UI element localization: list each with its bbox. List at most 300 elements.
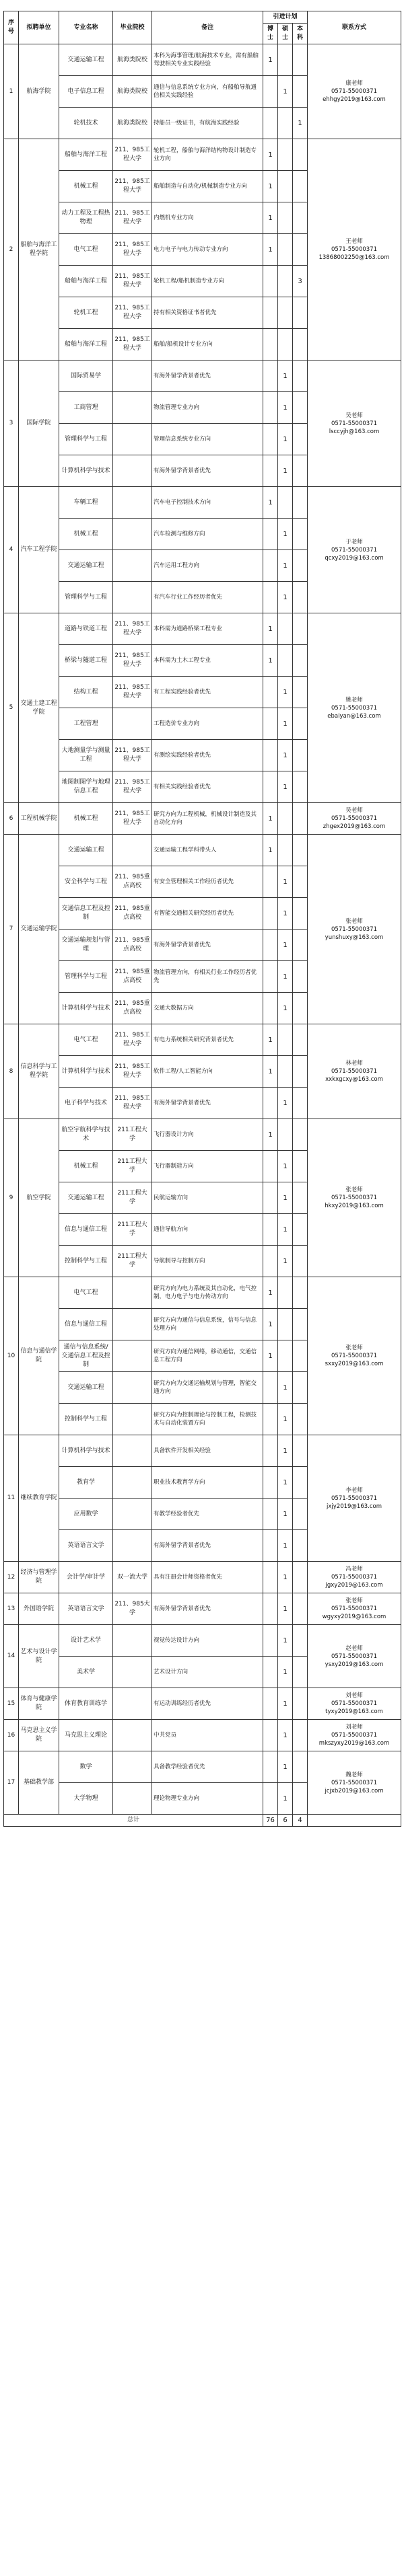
remark-text: 有测绘实践经验者优先 [152, 740, 263, 771]
total-doctor: 76 [263, 1815, 278, 1827]
master-count: 1 [278, 361, 293, 392]
remark-text: 研究方向为通信网络，移动通信，交通信息工程方向 [152, 1340, 263, 1372]
doctor-count [263, 1720, 278, 1751]
major-name: 体育教育训练学 [59, 1688, 113, 1720]
remark-text: 具有注册会计师资格者优先 [152, 1562, 263, 1593]
master-count: 1 [278, 930, 293, 961]
major-name: 交通运输工程 [59, 550, 113, 582]
bachelor-count [293, 1182, 308, 1214]
remark-text: 有工程实践经验者优先 [152, 677, 263, 708]
doctor-count [263, 1530, 278, 1562]
school-type: 211、985重点高校 [113, 961, 152, 993]
bachelor-count [293, 961, 308, 993]
school-type [113, 1340, 152, 1372]
row-number: 16 [4, 1720, 19, 1751]
school-type: 211、985重点高校 [113, 930, 152, 961]
bachelor-count [293, 1372, 308, 1404]
remark-text: 导航制导与控制方向 [152, 1246, 263, 1277]
master-count: 1 [278, 771, 293, 803]
bachelor-count [293, 1056, 308, 1088]
contact-info: 张老师 0571-55000371 yunshuxy@163.com [308, 835, 401, 1024]
bachelor-count [293, 993, 308, 1024]
school-type: 211、985重点高校 [113, 898, 152, 930]
doctor-count [263, 1499, 278, 1530]
major-name: 会计学/审计学 [59, 1562, 113, 1593]
master-count: 1 [278, 961, 293, 993]
total-row [4, 1815, 401, 1827]
contact-info: 冯老师 0571-55000371 jgxy2019@163.com [308, 1562, 401, 1593]
school-type [113, 519, 152, 550]
doctor-count: 1 [263, 1119, 278, 1151]
remark-text: 持船员一级证书，有航海实践经验 [152, 108, 263, 139]
doctor-count [263, 898, 278, 930]
bachelor-count [293, 1214, 308, 1246]
row-number: 17 [4, 1751, 19, 1815]
major-name: 机械工程 [59, 519, 113, 550]
master-count [278, 202, 293, 234]
school-type [113, 1277, 152, 1309]
major-name: 英语语言文学 [59, 1530, 113, 1562]
major-name: 电气工程 [59, 1024, 113, 1056]
remark-text: 有海外留学背景者优先 [152, 1530, 263, 1562]
bachelor-count [293, 708, 308, 740]
table-row [4, 1277, 401, 1309]
remark-text: 本科需为道路桥梁工程专业 [152, 613, 263, 645]
remark-text: 理论物理专业方向 [152, 1783, 263, 1815]
bachelor-count [293, 1688, 308, 1720]
major-name: 数学 [59, 1751, 113, 1783]
college-name: 航空学院 [19, 1119, 59, 1277]
college-name: 信息科学与工程学院 [19, 1024, 59, 1119]
master-count: 1 [278, 76, 293, 108]
total-label: 总计 [4, 1815, 263, 1827]
school-type: 211、985工程大学 [113, 740, 152, 771]
bachelor-count [293, 487, 308, 519]
master-count [278, 234, 293, 266]
remark-text: 汽车运用工程方向 [152, 550, 263, 582]
bachelor-count [293, 1277, 308, 1309]
bachelor-count [293, 1562, 308, 1593]
bachelor-count: 1 [293, 108, 308, 139]
doctor-count: 1 [263, 202, 278, 234]
major-name: 马克思主义理论 [59, 1720, 113, 1751]
contact-info: 吴老师 0571-55000371 zhgex2019@163.com [308, 803, 401, 835]
table-row [4, 1751, 401, 1783]
school-type [113, 424, 152, 455]
doctor-count [263, 1467, 278, 1499]
major-name: 管理科学与工程 [59, 582, 113, 613]
doctor-count [263, 1214, 278, 1246]
remark-text: 视觉传达设计方向 [152, 1625, 263, 1657]
remark-text: 职业技术教育学方向 [152, 1467, 263, 1499]
major-name: 机械工程 [59, 171, 113, 202]
doctor-count [263, 771, 278, 803]
school-type [113, 1751, 152, 1783]
contact-info: 张老师 0571-55000371 sxxy2019@163.com [308, 1277, 401, 1435]
doctor-count [263, 1182, 278, 1214]
master-count [278, 1340, 293, 1372]
bachelor-count [293, 866, 308, 898]
table-header [4, 11, 401, 44]
school-type: 211工程大学 [113, 1214, 152, 1246]
doctor-count: 1 [263, 835, 278, 866]
master-count: 1 [278, 1688, 293, 1720]
remark-text: 具备软件开发相关经验 [152, 1435, 263, 1467]
doctor-count: 1 [263, 1309, 278, 1340]
bachelor-count [293, 1783, 308, 1815]
doctor-count [263, 1657, 278, 1688]
major-name: 控制科学与工程 [59, 1404, 113, 1435]
master-count [278, 645, 293, 677]
major-name: 电子信息工程 [59, 76, 113, 108]
major-name: 计算机科学与技术 [59, 1056, 113, 1088]
row-number: 9 [4, 1119, 19, 1277]
remark-text: 有安全管理相关工作经历者优先 [152, 866, 263, 898]
school-type [113, 708, 152, 740]
bachelor-count [293, 835, 308, 866]
major-name: 通信与信息系统/交通信息工程及控制 [59, 1340, 113, 1372]
row-number: 4 [4, 487, 19, 613]
table-row [4, 1435, 401, 1467]
bachelor-count [293, 550, 308, 582]
master-count: 1 [278, 424, 293, 455]
school-type [113, 455, 152, 487]
doctor-count [263, 1088, 278, 1119]
bachelor-count [293, 1720, 308, 1751]
doctor-count [263, 550, 278, 582]
master-count: 1 [278, 1593, 293, 1625]
doctor-count: 1 [263, 803, 278, 835]
remark-text: 具备教学经验者优先 [152, 1751, 263, 1783]
remark-text: 交通大数据方向 [152, 993, 263, 1024]
row-number: 12 [4, 1562, 19, 1593]
remark-text: 有相关实践经验者优先 [152, 771, 263, 803]
row-number: 10 [4, 1277, 19, 1435]
college-name: 体育与健康学院 [19, 1688, 59, 1720]
major-name: 控制科学与工程 [59, 1246, 113, 1277]
remark-text: 软件工程/人工智能方向 [152, 1056, 263, 1088]
major-name: 电子科学与技术 [59, 1088, 113, 1119]
master-count [278, 329, 293, 361]
remark-text: 船舶/船机设计专业方向 [152, 329, 263, 361]
master-count: 1 [278, 1404, 293, 1435]
remark-text: 飞行器设计方向 [152, 1119, 263, 1151]
header-contact: 联系方式 [308, 11, 401, 44]
major-name: 工程管理 [59, 708, 113, 740]
table-row [4, 487, 401, 519]
doctor-count [263, 677, 278, 708]
header-major: 专业名称 [59, 11, 113, 44]
contact-info: 张老师 0571-55000371 wgyxy2019@163.com [308, 1593, 401, 1625]
total-bachelor: 4 [293, 1815, 308, 1827]
row-number: 3 [4, 361, 19, 487]
doctor-count: 1 [263, 613, 278, 645]
doctor-count [263, 519, 278, 550]
major-name: 计算机科学与技术 [59, 1435, 113, 1467]
major-name: 工商管理 [59, 392, 113, 424]
remark-text: 汽车电子控制技术方向 [152, 487, 263, 519]
table-body [4, 44, 401, 1815]
master-count: 1 [278, 1435, 293, 1467]
bachelor-count [293, 930, 308, 961]
school-type: 211、985工程大学 [113, 1088, 152, 1119]
master-count [278, 1024, 293, 1056]
doctor-count [263, 1783, 278, 1815]
remark-text: 研究方向为电力系统及其自动化，电气控制，电力电子与电力传动方向 [152, 1277, 263, 1309]
school-type [113, 1404, 152, 1435]
remark-text: 有海外留学背景者优先 [152, 361, 263, 392]
college-name: 基础教学部 [19, 1751, 59, 1815]
bachelor-count [293, 202, 308, 234]
table-row [4, 613, 401, 645]
table-row [4, 1688, 401, 1720]
master-count: 1 [278, 1372, 293, 1404]
major-name: 结构工程 [59, 677, 113, 708]
school-type: 211、985工程大学 [113, 1024, 152, 1056]
bachelor-count [293, 76, 308, 108]
remark-text: 有智能交通相关研究经历者优先 [152, 898, 263, 930]
remark-text: 中共党员 [152, 1720, 263, 1751]
college-name: 国际学院 [19, 361, 59, 487]
master-count: 1 [278, 1751, 293, 1783]
remark-text: 管理信息系统专业方向 [152, 424, 263, 455]
table-row [4, 1625, 401, 1657]
header-plan: 引进计划 [263, 11, 308, 24]
remark-text: 有教学经验者优先 [152, 1499, 263, 1530]
doctor-count [263, 266, 278, 297]
remark-text: 持有相关资格证书者优先 [152, 297, 263, 329]
school-type [113, 1435, 152, 1467]
total-master: 6 [278, 1815, 293, 1827]
college-name: 航海学院 [19, 44, 59, 139]
bachelor-count [293, 898, 308, 930]
remark-text: 轮机工程，船舶与海洋结构物设计制造专业方向 [152, 139, 263, 171]
master-count [278, 266, 293, 297]
bachelor-count [293, 771, 308, 803]
remark-text: 交通运输工程学科带头人 [152, 835, 263, 866]
row-number: 1 [4, 44, 19, 139]
doctor-count: 1 [263, 1340, 278, 1372]
remark-text: 物流管理方向，有相关行业工作经历者优先 [152, 961, 263, 993]
bachelor-count [293, 455, 308, 487]
major-name: 车辆工程 [59, 487, 113, 519]
school-type: 211工程大学 [113, 1246, 152, 1277]
school-type: 211、985工程大学 [113, 139, 152, 171]
bachelor-count [293, 139, 308, 171]
bachelor-count [293, 1246, 308, 1277]
school-type: 双一流大学 [113, 1562, 152, 1593]
remark-text: 汽车检测与维修方向 [152, 519, 263, 550]
school-type: 211、985工程大学 [113, 645, 152, 677]
doctor-count [263, 455, 278, 487]
remark-text: 船舶制造与自动化/机械制造专业方向 [152, 171, 263, 202]
master-count [278, 487, 293, 519]
doctor-count: 1 [263, 645, 278, 677]
contact-info: 姚老师 0571-55000371 ebaiyan@163.com [308, 613, 401, 803]
bachelor-count [293, 1435, 308, 1467]
bachelor-count [293, 1625, 308, 1657]
doctor-count [263, 1246, 278, 1277]
remark-text: 民航运输方向 [152, 1182, 263, 1214]
remark-text: 有海外留学背景者优先 [152, 455, 263, 487]
school-type [113, 1688, 152, 1720]
school-type: 211、985工程大学 [113, 234, 152, 266]
table-row [4, 44, 401, 76]
row-number: 13 [4, 1593, 19, 1625]
school-type: 211工程大学 [113, 1119, 152, 1151]
master-count: 1 [278, 708, 293, 740]
college-name: 信息与通信学院 [19, 1277, 59, 1435]
doctor-count [263, 1404, 278, 1435]
doctor-count [263, 1751, 278, 1783]
table-row [4, 1593, 401, 1625]
doctor-count: 1 [263, 1024, 278, 1056]
header-bachelor: 本科 [293, 24, 308, 44]
doctor-count [263, 76, 278, 108]
contact-info: 刘老师 0571-55000371 tyxy2019@163.com [308, 1688, 401, 1720]
bachelor-count [293, 297, 308, 329]
master-count: 1 [278, 1214, 293, 1246]
master-count: 1 [278, 1562, 293, 1593]
remark-text: 有电力系统相关研究背景者优先 [152, 1024, 263, 1056]
major-name: 设计艺术学 [59, 1625, 113, 1657]
remark-text: 内燃机专业方向 [152, 202, 263, 234]
bachelor-count [293, 645, 308, 677]
master-count: 1 [278, 898, 293, 930]
contact-info: 康老师 0571-55000371 ehhgy2019@163.com [308, 44, 401, 139]
major-name: 地图制图学与地理信息工程 [59, 771, 113, 803]
table-row [4, 1562, 401, 1593]
school-type [113, 1625, 152, 1657]
master-count: 1 [278, 550, 293, 582]
master-count [278, 1119, 293, 1151]
remark-text: 通信与信息系统专业方向，有船舶导航通信相关实践经验 [152, 76, 263, 108]
bachelor-count [293, 1593, 308, 1625]
major-name: 信息与通信工程 [59, 1309, 113, 1340]
major-name: 大地测量学与测量工程 [59, 740, 113, 771]
remark-text: 有汽车行业工作经历者优先 [152, 582, 263, 613]
bachelor-count [293, 1119, 308, 1151]
bachelor-count [293, 234, 308, 266]
remark-text: 研究方向为控制理论与控制工程，检测技术与自动化装置方向 [152, 1404, 263, 1435]
major-name: 交通运输规划与管理 [59, 930, 113, 961]
master-count: 1 [278, 519, 293, 550]
major-name: 电气工程 [59, 1277, 113, 1309]
bachelor-count [293, 44, 308, 76]
remark-text: 本科需为土木工程专业 [152, 645, 263, 677]
bachelor-count: 3 [293, 266, 308, 297]
doctor-count [263, 329, 278, 361]
table-row [4, 835, 401, 866]
header-doctor: 博士 [263, 24, 278, 44]
school-type [113, 582, 152, 613]
school-type [113, 1720, 152, 1751]
bachelor-count [293, 361, 308, 392]
master-count: 1 [278, 1625, 293, 1657]
master-count [278, 613, 293, 645]
remark-text: 有海外留学背景者优先 [152, 1088, 263, 1119]
school-type [113, 1467, 152, 1499]
row-number: 6 [4, 803, 19, 835]
master-count [278, 1056, 293, 1088]
contact-info: 于老师 0571-55000371 qcxy2019@163.com [308, 487, 401, 613]
master-count [278, 297, 293, 329]
doctor-count: 1 [263, 139, 278, 171]
doctor-count [263, 1562, 278, 1593]
major-name: 交通运输工程 [59, 44, 113, 76]
contact-info: 张老师 0571-55000371 hkxy2019@163.com [308, 1119, 401, 1277]
bachelor-count [293, 1530, 308, 1562]
master-count [278, 108, 293, 139]
master-count: 1 [278, 455, 293, 487]
contact-info: 吴老师 0571-55000371 lsccyjh@163.com [308, 361, 401, 487]
major-name: 大学物理 [59, 1783, 113, 1815]
major-name: 安全科学与工程 [59, 866, 113, 898]
major-name: 动力工程及工程热物理 [59, 202, 113, 234]
school-type [113, 361, 152, 392]
remark-text: 研究方向为交通运输规划与管理，智能交通方向 [152, 1372, 263, 1404]
major-name: 交通信息工程及控制 [59, 898, 113, 930]
school-type: 211、985工程大学 [113, 803, 152, 835]
major-name: 道路与铁道工程 [59, 613, 113, 645]
contact-info: 刘老师 0571-55000371 mkszyxy2019@163.com [308, 1720, 401, 1751]
table-row [4, 1720, 401, 1751]
school-type: 211、985重点高校 [113, 866, 152, 898]
master-count [278, 44, 293, 76]
major-name: 船舶与海洋工程 [59, 266, 113, 297]
remark-text: 轮机工程/船机制造专业方向 [152, 266, 263, 297]
table-row [4, 803, 401, 835]
doctor-count [263, 866, 278, 898]
bachelor-count [293, 1151, 308, 1182]
doctor-count [263, 424, 278, 455]
table-row [4, 1119, 401, 1151]
bachelor-count [293, 1467, 308, 1499]
major-name: 交通运输工程 [59, 1372, 113, 1404]
school-type: 211、985工程大学 [113, 771, 152, 803]
master-count [278, 1277, 293, 1309]
remark-text: 通信导航方向 [152, 1214, 263, 1246]
school-type: 211、985工程大学 [113, 1056, 152, 1088]
doctor-count [263, 1151, 278, 1182]
major-name: 美术学 [59, 1657, 113, 1688]
remark-text: 研究方向为通信与信息系统，信号与信息处理方向 [152, 1309, 263, 1340]
college-name: 外国语学院 [19, 1593, 59, 1625]
master-count: 1 [278, 1499, 293, 1530]
doctor-count: 1 [263, 234, 278, 266]
major-name: 机械工程 [59, 1151, 113, 1182]
table-row [4, 361, 401, 392]
remark-text: 艺术设计方向 [152, 1657, 263, 1688]
doctor-count [263, 1625, 278, 1657]
bachelor-count [293, 1751, 308, 1783]
school-type: 211、985工程大学 [113, 329, 152, 361]
major-name: 计算机科学与技术 [59, 455, 113, 487]
major-name: 船舶与海洋工程 [59, 329, 113, 361]
row-number: 15 [4, 1688, 19, 1720]
header-master: 硕士 [278, 24, 293, 44]
master-count: 1 [278, 392, 293, 424]
doctor-count: 1 [263, 1056, 278, 1088]
college-name: 经济与管理学院 [19, 1562, 59, 1593]
remark-text: 研究方向为工程机械，机械设计制造及其自动化方向 [152, 803, 263, 835]
school-type: 211、985工程大学 [113, 613, 152, 645]
school-type [113, 487, 152, 519]
contact-info: 李老师 0571-55000371 jxjy2019@163.com [308, 1435, 401, 1562]
contact-info: 林老师 0571-55000371 xxkxgcxy@163.com [308, 1024, 401, 1119]
header-college: 拟聘单位 [19, 11, 59, 44]
master-count: 1 [278, 1783, 293, 1815]
